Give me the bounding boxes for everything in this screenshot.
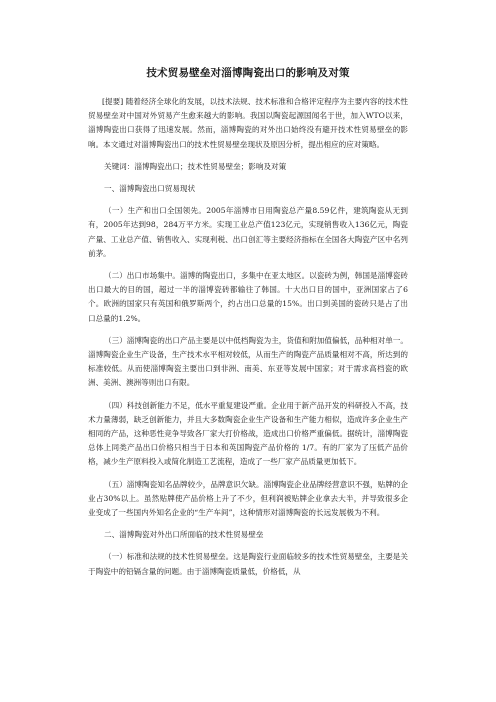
- paragraph-5: （五）淄博陶瓷知名品牌较少，品牌意识欠缺。淄博陶瓷企业品牌经营意识不强，贴牌的企业占30%以上。虽然贴牌使产品价格上升了不少，但利润被贴牌企业拿去大半，并导致很多企业变成了一些国内外知名企业的“生产车间”，这种情形对淄博陶瓷的长远发展极为不利。: [88, 479, 408, 518]
- keywords: 关键词：淄博陶瓷出口；技术性贸易壁垒；影响及对策: [104, 161, 287, 171]
- section-heading-1: 一、淄博陶瓷出口贸易现状: [104, 184, 196, 194]
- section-heading-2: 二、淄博陶瓷对外出口所面临的技术性贸易壁垒: [104, 530, 264, 540]
- paragraph-3: （三）淄博陶瓷的出口产品主要是以中低档陶瓷为主，货值和附加值偏低，品种相对单一。淄博陶瓷企业生产设备，生产技术水平相对较低，从而生产的陶瓷产品质量相对不高，所达到的标准较低。从而使淄博陶瓷主要出口到非洲、南美、东亚等发展中国家；对于需求高档瓷的欧洲、美洲、澳洲等则出口有限。: [88, 335, 408, 388]
- paragraph-4: （四）科技创新能力不足，低水平重复建设严重。企业用于新产品开发的科研投入不高，技术力量薄弱，缺乏创新能力，并且大多数陶瓷企业生产设备和生产能力相似，造成许多企业生产相同的产品，这种恶性竞争导致各厂家大打价格战，造成出口价格严重偏低。据统计，淄博陶瓷总体上同类产品出口价格只相当于日本和英国陶瓷产品价格的 1/7。有的厂家为了压低产品价格，减少生产原料投入或简化制造工艺流程，造成了一些厂家产品质量更加低下。: [88, 400, 408, 467]
- paragraph-1: （一）生产和出口全国领先。2005年淄博市日用陶瓷总产量8.59亿件，建筑陶瓷从无到有，2005年达到98，284万平方米。实现工业总产值123亿元，实现销售收入136亿元，陶瓷产量、工业总产值、销售收入、实现利税、出口创汇等主要经济指标在全国各大陶瓷产区中名列前茅。: [88, 206, 408, 258]
- paragraph-2: （二）出口市场集中。淄博的陶瓷出口，多集中在亚太地区。以瓷砖为例，韩国是淄博瓷砖出口最大的目的国，超过一半的淄博瓷砖都输往了韩国。十大出口目的国中，亚洲国家占了6个。欧洲的国家只有英国和俄罗斯两个，约占出口总量的15%。出口到美国的瓷砖只是占了出口总量的1.2%。: [88, 271, 408, 323]
- abstract: [提要] 随着经济全球化的发展，以技术法规、技术标准和合格评定程序为主要内容的技术性贸易壁垒对中国对外贸易产生愈来越大的影响。我国以陶瓷起源国闻名于世，加入WTO以来，淄博陶瓷出口获得了迅速发展。然而，淄博陶瓷的对外出口始终没有避开技术性贸易壁垒的影响。本文通过对淄博陶瓷出口的技术性贸易壁垒现状及原因分析，提出相应的应对策略。: [88, 97, 408, 149]
- document-title: 技术贸易壁垒对淄博陶瓷出口的影响及对策: [146, 67, 350, 79]
- paragraph-6: （一）标准和法规的技术性贸易壁垒。这是陶瓷行业面临较多的技术性贸易壁垒，主要是关于陶瓷中的铅镉含量的问题。由于淄博陶瓷质量低，价格低，从: [88, 552, 408, 576]
